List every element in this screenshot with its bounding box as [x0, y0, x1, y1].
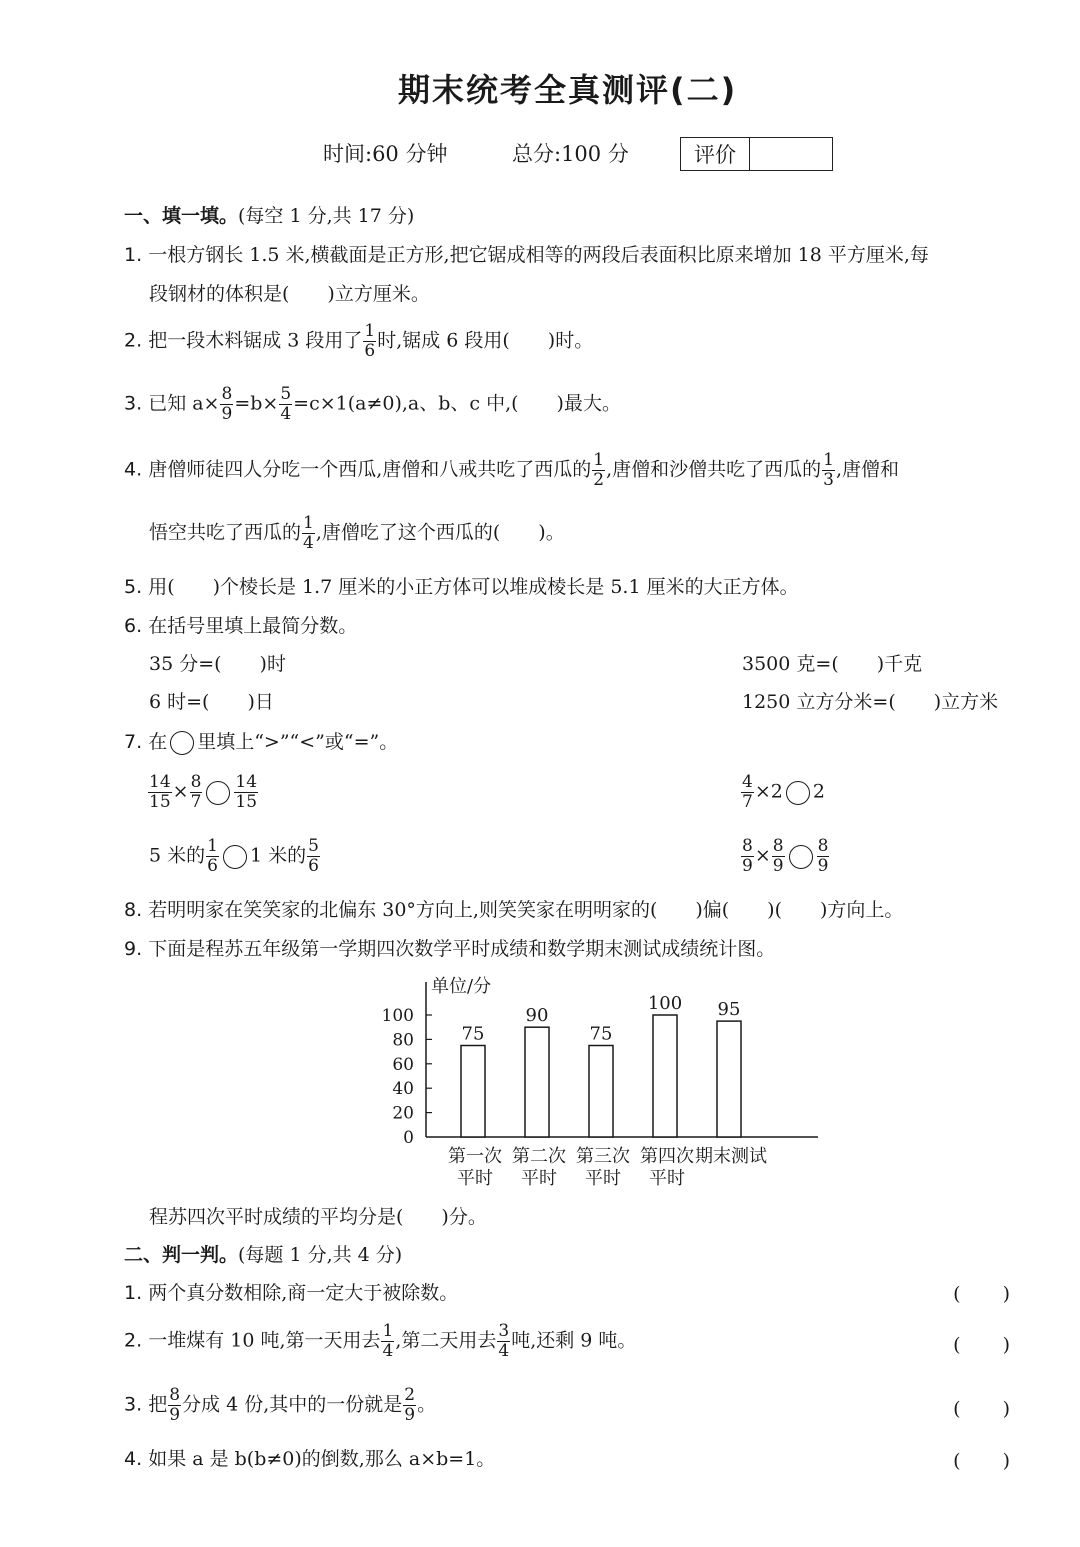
- fraction: $\frac{1}{4}$: [382, 1321, 394, 1361]
- question-number: 9.: [124, 938, 143, 960]
- question-text: 唐僧师徒四人分吃一个西瓜,唐僧和八戒共吃了西瓜的: [148, 458, 592, 481]
- fraction: $\frac{8}{9}$: [169, 1385, 181, 1425]
- question-number: 3.: [124, 1393, 143, 1416]
- x-category-label: 期末测试: [695, 1146, 767, 1167]
- fraction: $\frac{5}{6}$: [308, 836, 319, 876]
- question-8: [124, 901, 903, 920]
- q6-item: 35 分=( )时: [149, 653, 286, 675]
- question-text: 用( )个棱长是 1.7 厘米的小正方体可以堆成棱长是 5.1 厘米的大正方体。: [148, 576, 799, 598]
- compare-expr-2: [740, 774, 825, 811]
- page-title: 期末统考全真测评(二): [398, 71, 738, 109]
- judge-1: [124, 1284, 458, 1303]
- question-text: 把一段木料锯成 3 段用了: [148, 329, 363, 352]
- question-text: 如果 a 是 b(b≠0)的倒数,那么 a×b=1。: [148, 1448, 496, 1470]
- question-text: 。: [417, 1393, 437, 1416]
- fraction: $\frac{8}{9}$: [221, 384, 233, 424]
- evaluation-box: [680, 137, 833, 171]
- q6-item: 3500 克=( )千克: [742, 653, 923, 675]
- compare-expr-1: [147, 774, 259, 811]
- expr-text: 5 米的: [149, 844, 206, 867]
- question-text: ,唐僧吃了这个西瓜的( )。: [315, 521, 565, 544]
- fraction: $\frac{4}{7}$: [742, 772, 753, 812]
- question-2: [124, 323, 593, 360]
- compare-circle[interactable]: [789, 845, 813, 869]
- question-text: 两个真分数相除,商一定大于被除数。: [148, 1282, 459, 1304]
- question-number: 8.: [124, 899, 143, 921]
- y-tick-label: 40: [392, 1079, 414, 1100]
- question-1-line-2: 段钢材的体积是( )立方厘米。: [149, 283, 430, 305]
- fraction: $\frac{8}{9}$: [742, 836, 753, 876]
- question-text: 若明明家在笑笑家的北偏东 30°方向上,则笑笑家在明明家的( )偏( )( )方向上。: [148, 899, 904, 921]
- bar: [461, 1046, 485, 1138]
- question-number: 7.: [124, 731, 143, 753]
- score-bar-chart: [380, 972, 820, 1192]
- fraction: $\frac{14}{15}$: [235, 772, 258, 812]
- x-category-label: 第二次: [512, 1146, 566, 1167]
- compare-expr-3: [149, 838, 321, 875]
- bar-value-label: 90: [525, 1005, 549, 1027]
- fraction: $\frac{14}{15}$: [149, 772, 171, 812]
- question-text: 在括号里填上最简分数。: [148, 615, 358, 637]
- question-text: 时,锯成 6 段用( )时。: [377, 329, 594, 352]
- question-text: 把: [148, 1393, 168, 1416]
- answer-parens[interactable]: (): [953, 1334, 1052, 1356]
- question-9-answer: 程苏四次平时成绩的平均分是( )分。: [149, 1206, 487, 1228]
- fraction: $\frac{1}{6}$: [364, 321, 376, 361]
- question-number: 1.: [124, 1282, 143, 1304]
- bar-value-label: 75: [589, 1023, 613, 1045]
- question-7: [124, 731, 398, 755]
- question-text: =c×1(a≠0),a、b、c 中,( )最大。: [293, 392, 621, 415]
- evaluation-label: 评价: [681, 138, 750, 170]
- x-category-label: 第三次: [576, 1146, 630, 1167]
- section-2-note: (每题 1 分,共 4 分): [238, 1244, 403, 1266]
- bar: [717, 1021, 741, 1137]
- expr-text: 1 米的: [249, 844, 307, 867]
- judge-2: [124, 1323, 636, 1360]
- section-2-title: [124, 1246, 402, 1265]
- fraction: $\frac{2}{9}$: [404, 1385, 416, 1425]
- question-number: 2.: [124, 1329, 143, 1352]
- answer-parens[interactable]: (): [953, 1283, 1052, 1305]
- fraction: $\frac{8}{9}$: [772, 836, 784, 876]
- operator: ×2: [754, 780, 783, 803]
- y-tick-label: 0: [403, 1128, 414, 1148]
- chart-unit-label: 单位/分: [431, 976, 492, 997]
- judge-4: [124, 1450, 495, 1469]
- section-1-note: (每空 1 分,共 17 分): [238, 205, 415, 227]
- question-number: 4.: [124, 458, 143, 481]
- question-text: 已知 a×: [148, 392, 220, 415]
- x-category-label: 平时: [585, 1168, 621, 1189]
- question-text: 悟空共吃了西瓜的: [149, 521, 302, 544]
- question-9: [124, 940, 775, 959]
- total-score: 总分:100 分: [512, 142, 629, 166]
- x-category-label: 第四次: [640, 1146, 694, 1167]
- judge-3: [124, 1387, 436, 1424]
- question-number: 3.: [124, 392, 143, 415]
- answer-parens[interactable]: (): [953, 1450, 1052, 1472]
- x-category-label: 平时: [649, 1168, 685, 1189]
- question-text: =b×: [234, 392, 279, 415]
- operator: ×: [754, 844, 771, 867]
- compare-circle[interactable]: [206, 781, 230, 805]
- fraction: $\frac{3}{4}$: [498, 1321, 510, 1361]
- section-1-heading: 一、填一填。: [124, 205, 239, 227]
- y-tick-label: 60: [392, 1054, 414, 1075]
- section-2-heading: 二、判一判。: [124, 1244, 239, 1266]
- bar: [589, 1046, 613, 1138]
- bar-value-label: 75: [461, 1023, 485, 1045]
- question-text: ,第二天用去: [395, 1329, 497, 1352]
- x-category-label: 平时: [457, 1168, 493, 1189]
- fraction: $\frac{5}{4}$: [280, 384, 292, 424]
- question-number: 6.: [124, 615, 143, 637]
- answer-parens[interactable]: (): [953, 1398, 1052, 1420]
- bar-value-label: 100: [647, 993, 683, 1014]
- section-1-title: [124, 207, 414, 226]
- question-3: [124, 386, 621, 423]
- question-text: 吨,还剩 9 吨。: [511, 1329, 637, 1352]
- fraction: $\frac{8}{7}$: [190, 772, 202, 812]
- circle-blank: [170, 731, 194, 755]
- question-5: [124, 578, 799, 597]
- question-text: 一根方钢长 1.5 米,横截面是正方形,把它锯成相等的两段后表面积比原来增加 18 平方厘米,每: [148, 244, 929, 266]
- compare-circle[interactable]: [223, 845, 247, 869]
- compare-circle[interactable]: [786, 781, 810, 805]
- question-number: 1.: [124, 244, 143, 266]
- question-text: 下面是程苏五年级第一学期四次数学平时成绩和数学期末测试成绩统计图。: [148, 938, 776, 960]
- bar-value-label: 95: [717, 999, 741, 1021]
- question-text: 分成 4 份,其中的一份就是: [182, 1393, 403, 1416]
- bar: [653, 1015, 677, 1137]
- y-tick-label: 20: [392, 1103, 414, 1124]
- fraction: $\frac{1}{3}$: [823, 450, 834, 490]
- q6-item: 1250 立方分米=( )立方米: [742, 691, 999, 713]
- question-4-line-2: [149, 515, 565, 552]
- question-number: 4.: [124, 1448, 143, 1470]
- y-tick-label: 100: [381, 1006, 414, 1026]
- value: 2: [812, 780, 825, 803]
- time-limit: 时间:60 分钟: [323, 142, 448, 166]
- x-category-label: 平时: [521, 1168, 557, 1189]
- fraction: $\frac{8}{9}$: [817, 836, 829, 876]
- q6-item: 6 时=( )日: [149, 691, 274, 713]
- fraction: $\frac{1}{4}$: [303, 513, 314, 553]
- operator: ×: [172, 780, 189, 803]
- question-4: [124, 452, 899, 489]
- y-tick-label: 80: [392, 1030, 414, 1051]
- x-category-label: 第一次: [448, 1146, 502, 1167]
- question-1: [124, 246, 929, 265]
- question-6: [124, 617, 357, 636]
- question-number: 5.: [124, 576, 143, 598]
- question-number: 2.: [124, 329, 143, 352]
- compare-expr-4: [740, 838, 830, 875]
- question-text: 一堆煤有 10 吨,第一天用去: [148, 1329, 381, 1352]
- question-text: 里填上“>”“<”或“=”。: [197, 731, 399, 753]
- question-text: 在: [148, 731, 168, 753]
- question-text: ,唐僧和: [835, 458, 899, 481]
- fraction: $\frac{1}{6}$: [207, 836, 218, 876]
- fraction: $\frac{1}{2}$: [593, 450, 605, 490]
- bar: [525, 1027, 549, 1137]
- question-text: ,唐僧和沙僧共吃了西瓜的: [606, 458, 822, 481]
